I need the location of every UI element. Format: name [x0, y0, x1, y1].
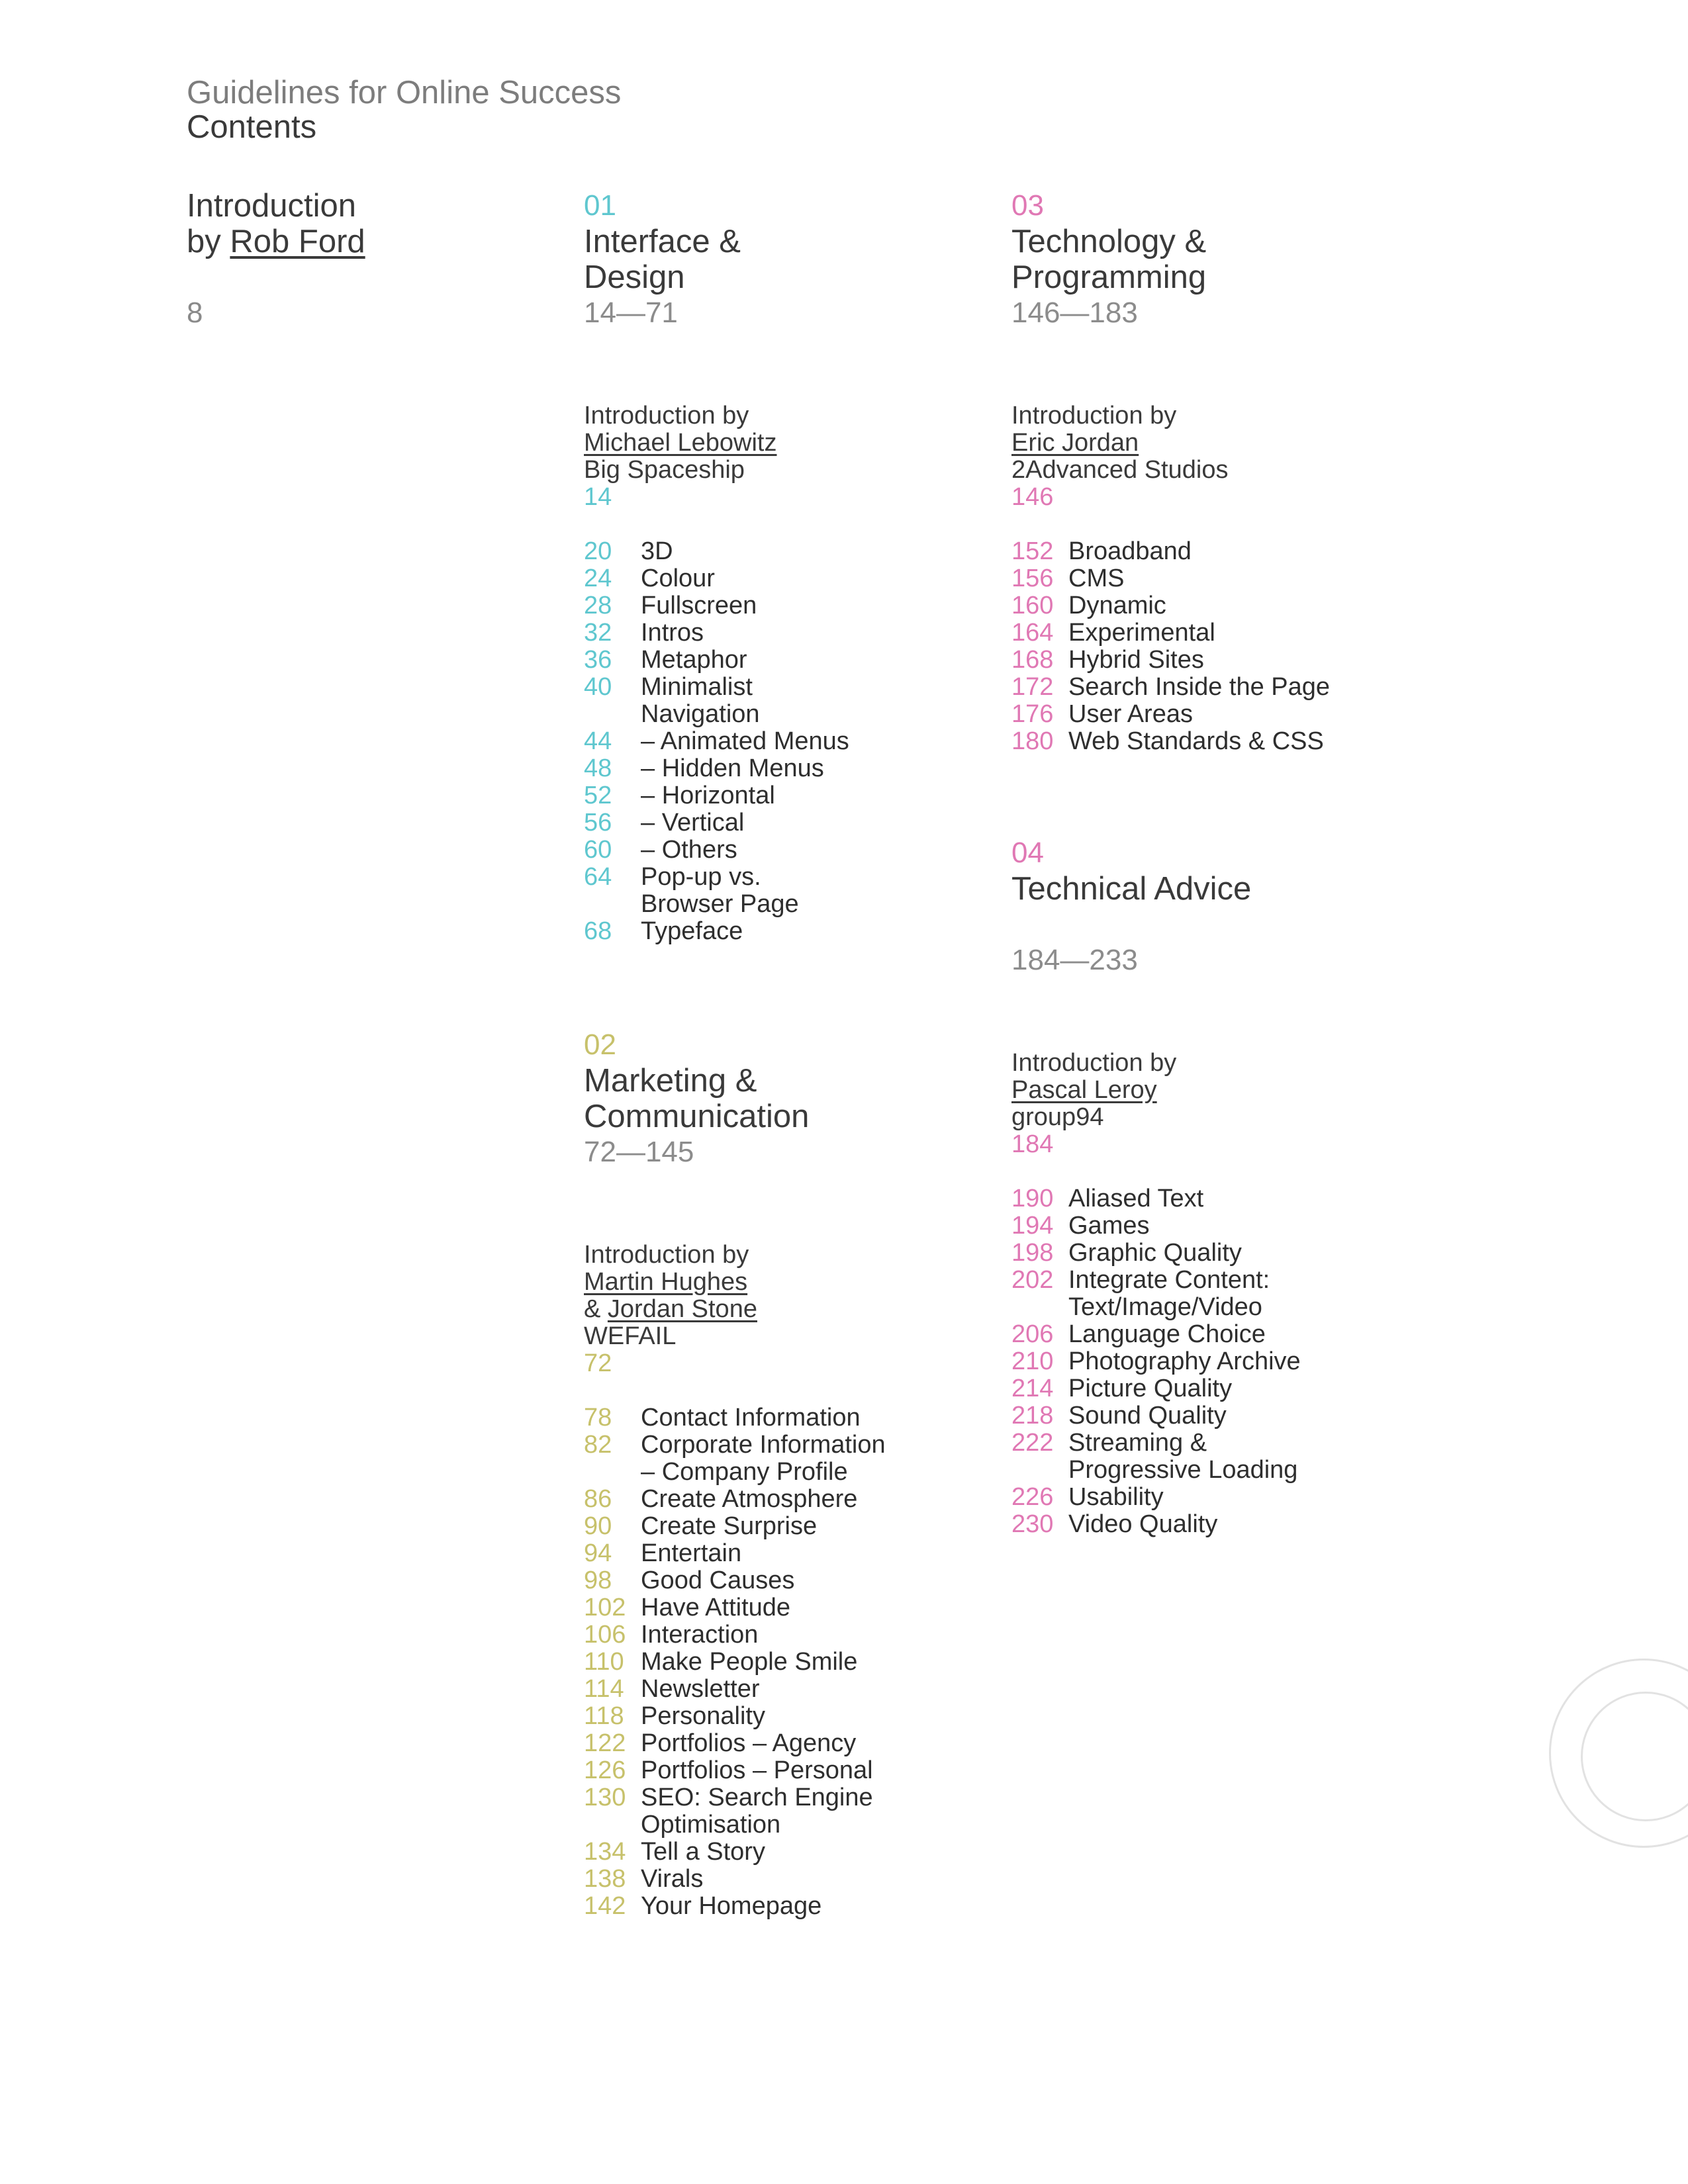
toc-entry — [584, 1730, 1008, 1757]
entry-page-number: 118 — [584, 1702, 624, 1730]
toc-entry — [584, 918, 1008, 945]
toc-entry — [1011, 647, 1435, 674]
entry-page-number: 164 — [1011, 619, 1054, 647]
entry-list — [1011, 1185, 1435, 1538]
toc-entry — [584, 1459, 1008, 1486]
toc-entry — [1011, 1430, 1435, 1457]
toc-entry — [584, 1784, 1008, 1811]
entry-page-number: 202 — [1011, 1266, 1054, 1294]
entry-page-number: 130 — [584, 1784, 626, 1811]
entry-page-number: 210 — [1011, 1347, 1054, 1375]
entry-title: Integrate Content: — [1068, 1266, 1270, 1294]
entry-title: Experimental — [1068, 619, 1215, 647]
entry-title: Fullscreen — [641, 592, 757, 619]
entry-title: Web Standards & CSS — [1068, 727, 1324, 755]
toc-entry — [584, 1486, 1008, 1513]
entry-title: Pop-up vs. — [641, 863, 761, 891]
entry-page-number: 90 — [584, 1512, 612, 1540]
section-number: 03 — [1011, 189, 1044, 222]
entry-title: Minimalist — [641, 673, 753, 701]
section-02 — [584, 1027, 1008, 1920]
entry-page-number: 126 — [584, 1756, 626, 1784]
toc-entry — [1011, 1294, 1435, 1321]
section-introduction — [584, 1242, 1008, 1377]
toc-entry — [1011, 1348, 1435, 1375]
entry-title: Good Causes — [641, 1567, 795, 1594]
intro-author: Eric Jordan — [1011, 429, 1139, 457]
entry-title: Portfolios – Personal — [641, 1756, 873, 1784]
toc-entry — [584, 891, 1008, 918]
introduction-by: by — [187, 224, 221, 259]
entry-page-number: 180 — [1011, 727, 1054, 755]
intro-author: Pascal Leroy — [1011, 1076, 1157, 1104]
toc-entry — [584, 619, 1008, 647]
entry-page-number: 86 — [584, 1485, 612, 1513]
entry-title: Tell a Story — [641, 1838, 765, 1866]
toc-entry — [584, 864, 1008, 891]
decorative-ring — [1542, 1655, 1688, 1853]
toc-entry — [584, 1432, 1008, 1459]
entry-page-number: 52 — [584, 782, 612, 809]
toc-entry — [1011, 1511, 1435, 1538]
entry-list — [584, 538, 1008, 945]
entry-page-number: 194 — [1011, 1212, 1054, 1240]
entry-title: Colour — [641, 565, 715, 592]
entry-title: – Horizontal — [641, 782, 775, 809]
toc-entry — [584, 1567, 1008, 1594]
entry-page-number: 40 — [584, 673, 612, 701]
entry-title: Create Surprise — [641, 1512, 818, 1540]
entry-page-number: 48 — [584, 754, 612, 782]
section-introduction — [1011, 1050, 1435, 1158]
entry-title: Text/Image/Video — [1068, 1293, 1262, 1321]
entry-page-number: 176 — [1011, 700, 1054, 728]
section-title-line: Technical Advice — [1011, 871, 1252, 907]
toc-entry — [584, 1621, 1008, 1649]
intro-author-line — [584, 1296, 1008, 1323]
intro-company: group94 — [1011, 1103, 1104, 1131]
entry-page-number — [584, 1811, 641, 1839]
entry-title: Newsletter — [641, 1675, 760, 1703]
entry-page-number: 198 — [1011, 1239, 1054, 1267]
section-title-line: Marketing & — [584, 1063, 757, 1099]
section-title-line: Design — [584, 259, 685, 295]
entry-page-number: 190 — [1011, 1185, 1054, 1212]
entry-page-number: 160 — [1011, 592, 1054, 619]
section-title-line: Technology & — [1011, 224, 1207, 259]
entry-title: Language Choice — [1068, 1320, 1266, 1348]
entry-title: Entertain — [641, 1539, 742, 1567]
intro-page: 14 — [584, 483, 612, 511]
entry-page-number: 222 — [1011, 1429, 1054, 1457]
entry-page-number: 102 — [584, 1594, 626, 1621]
toc-entry — [1011, 1267, 1435, 1294]
toc-entry — [1011, 1484, 1435, 1511]
book-title: Guidelines for Online Success — [187, 75, 622, 111]
entry-title: Dynamic — [1068, 592, 1166, 619]
entry-title: Portfolios – Agency — [641, 1729, 857, 1757]
toc-entry — [584, 674, 1008, 701]
toc-entry — [584, 1649, 1008, 1676]
section-title-line: Programming — [1011, 259, 1207, 295]
toc-entry — [584, 1404, 1008, 1432]
entry-title: Streaming & — [1068, 1429, 1207, 1457]
intro-page: 184 — [1011, 1130, 1054, 1158]
entry-page-number — [584, 1459, 641, 1486]
entry-title: Video Quality — [1068, 1510, 1218, 1538]
toc-entry — [584, 647, 1008, 674]
entry-page-number: 28 — [584, 592, 612, 619]
entry-page-number: 82 — [584, 1431, 612, 1459]
section-01 — [584, 188, 1008, 945]
section-number: 04 — [1011, 837, 1044, 869]
toc-entry — [1011, 565, 1435, 592]
intro-author: Martin Hughes — [584, 1268, 748, 1296]
section-03 — [1011, 188, 1435, 755]
entry-page-number: 206 — [1011, 1320, 1054, 1348]
entry-title: SEO: Search Engine — [641, 1784, 873, 1811]
section-page-range: 14—71 — [584, 296, 678, 329]
intro-company: WEFAIL — [584, 1322, 677, 1350]
entry-title: Games — [1068, 1212, 1150, 1240]
section-page-range: 146—183 — [1011, 296, 1138, 329]
entry-list — [1011, 538, 1435, 755]
section-title-line: Communication — [584, 1099, 810, 1134]
toc-entry — [584, 1540, 1008, 1567]
entry-page-number: 60 — [584, 836, 612, 864]
entry-page-number: 64 — [584, 863, 612, 891]
entry-title: Virals — [641, 1865, 704, 1893]
toc-entry — [1011, 728, 1435, 755]
entry-title: Metaphor — [641, 646, 747, 674]
intro-names-joiner: & — [584, 1295, 608, 1323]
toc-entry — [1011, 1402, 1435, 1430]
entry-list — [584, 1404, 1008, 1920]
entry-page-number: 24 — [584, 565, 612, 592]
toc-entry — [1011, 1321, 1435, 1348]
entry-title: Search Inside the Page — [1068, 673, 1331, 701]
intro-label: Introduction by — [1011, 1049, 1177, 1077]
toc-entry — [584, 1811, 1008, 1839]
toc-entry — [584, 1866, 1008, 1893]
entry-page-number: 226 — [1011, 1483, 1054, 1511]
entry-title: Sound Quality — [1068, 1402, 1227, 1430]
toc-entry — [1011, 1212, 1435, 1240]
entry-page-number — [1011, 1294, 1068, 1321]
entry-title: Progressive Loading — [1068, 1456, 1298, 1484]
intro-label: Introduction by — [584, 402, 749, 430]
toc-entry — [584, 1676, 1008, 1703]
entry-title: Interaction — [641, 1621, 759, 1649]
entry-title: Intros — [641, 619, 704, 647]
section-04 — [1011, 835, 1435, 1538]
entry-title: Optimisation — [641, 1811, 781, 1839]
toc-entry — [584, 565, 1008, 592]
entry-title: 3D — [641, 537, 673, 565]
introduction-author: Rob Ford — [230, 224, 365, 259]
toc-entry — [1011, 1185, 1435, 1212]
entry-title: Your Homepage — [641, 1892, 822, 1920]
intro-author: Jordan Stone — [607, 1295, 757, 1323]
toc-entry — [1011, 1375, 1435, 1402]
entry-page-number: 134 — [584, 1838, 626, 1866]
entry-page-number: 156 — [1011, 565, 1054, 592]
entry-page-number: 20 — [584, 537, 612, 565]
section-introduction — [1011, 402, 1435, 511]
entry-title: Typeface — [641, 917, 743, 945]
page-title: Contents — [187, 109, 317, 145]
entry-title: Usability — [1068, 1483, 1164, 1511]
entry-title: Picture Quality — [1068, 1375, 1233, 1402]
entry-title: Contact Information — [641, 1404, 861, 1432]
entry-page-number: 56 — [584, 809, 612, 837]
entry-title: – Others — [641, 836, 737, 864]
entry-page-number — [1011, 1457, 1068, 1484]
entry-title: CMS — [1068, 565, 1125, 592]
entry-page-number: 214 — [1011, 1375, 1054, 1402]
entry-title: User Areas — [1068, 700, 1193, 728]
toc-entry — [584, 1594, 1008, 1621]
entry-title: – Company Profile — [641, 1458, 848, 1486]
toc-entry — [584, 592, 1008, 619]
entry-page-number: 122 — [584, 1729, 626, 1757]
entry-title: – Hidden Menus — [641, 754, 824, 782]
entry-title: Broadband — [1068, 537, 1192, 565]
section-number: 01 — [584, 189, 616, 222]
toc-entry — [584, 1703, 1008, 1730]
toc-entry — [1011, 674, 1435, 701]
entry-page-number: 114 — [584, 1675, 624, 1703]
toc-entry — [584, 1839, 1008, 1866]
section-title-line: Interface & — [584, 224, 741, 259]
toc-entry — [584, 1513, 1008, 1540]
toc-entry — [584, 809, 1008, 837]
introduction-entry — [187, 188, 531, 331]
toc-entry — [1011, 592, 1435, 619]
toc-entry — [584, 728, 1008, 755]
entry-title: Photography Archive — [1068, 1347, 1301, 1375]
toc-entry — [584, 837, 1008, 864]
intro-page: 146 — [1011, 483, 1054, 511]
introduction-page: 8 — [187, 296, 203, 329]
intro-company: Big Spaceship — [584, 456, 745, 484]
entry-title: Personality — [641, 1702, 765, 1730]
entry-page-number: 44 — [584, 727, 612, 755]
intro-page: 72 — [584, 1349, 612, 1377]
toc-entry — [584, 538, 1008, 565]
toc-entry — [584, 782, 1008, 809]
entry-page-number: 110 — [584, 1648, 624, 1676]
section-page-range: 184—233 — [1011, 944, 1138, 976]
entry-page-number: 138 — [584, 1865, 626, 1893]
section-number: 02 — [584, 1028, 616, 1061]
toc-entry — [1011, 1457, 1435, 1484]
intro-label: Introduction by — [1011, 402, 1177, 430]
entry-page-number: 94 — [584, 1539, 612, 1567]
intro-company: 2Advanced Studios — [1011, 456, 1229, 484]
toc-entry — [584, 1893, 1008, 1920]
entry-title: Browser Page — [641, 890, 799, 918]
entry-title: – Vertical — [641, 809, 745, 837]
toc-entry — [584, 701, 1008, 728]
entry-title: Hybrid Sites — [1068, 646, 1204, 674]
entry-page-number: 78 — [584, 1404, 612, 1432]
entry-page-number: 218 — [1011, 1402, 1054, 1430]
entry-page-number: 98 — [584, 1567, 612, 1594]
entry-page-number: 152 — [1011, 537, 1054, 565]
entry-title: – Animated Menus — [641, 727, 849, 755]
entry-title: Navigation — [641, 700, 760, 728]
entry-title: Aliased Text — [1068, 1185, 1204, 1212]
entry-page-number: 168 — [1011, 646, 1054, 674]
toc-entry — [584, 1757, 1008, 1784]
entry-title: Make People Smile — [641, 1648, 858, 1676]
entry-page-number: 68 — [584, 917, 612, 945]
section-introduction — [584, 402, 1008, 511]
entry-page-number: 32 — [584, 619, 612, 647]
introduction-heading: Introduction — [187, 188, 357, 224]
entry-page-number: 230 — [1011, 1510, 1054, 1538]
entry-page-number — [584, 891, 641, 918]
entry-page-number: 172 — [1011, 673, 1054, 701]
entry-page-number — [584, 701, 641, 728]
entry-title: Create Atmosphere — [641, 1485, 858, 1513]
entry-page-number: 142 — [584, 1892, 626, 1920]
intro-label: Introduction by — [584, 1241, 749, 1269]
entry-title: Have Attitude — [641, 1594, 791, 1621]
section-page-range: 72—145 — [584, 1136, 694, 1168]
toc-entry — [584, 755, 1008, 782]
introduction-byline — [187, 224, 531, 259]
entry-title: Graphic Quality — [1068, 1239, 1242, 1267]
toc-entry — [1011, 701, 1435, 728]
toc-entry — [1011, 619, 1435, 647]
intro-author: Michael Lebowitz — [584, 429, 777, 457]
entry-page-number: 36 — [584, 646, 612, 674]
entry-title: Corporate Information — [641, 1431, 886, 1459]
toc-entry — [1011, 538, 1435, 565]
entry-page-number: 106 — [584, 1621, 626, 1649]
toc-entry — [1011, 1240, 1435, 1267]
